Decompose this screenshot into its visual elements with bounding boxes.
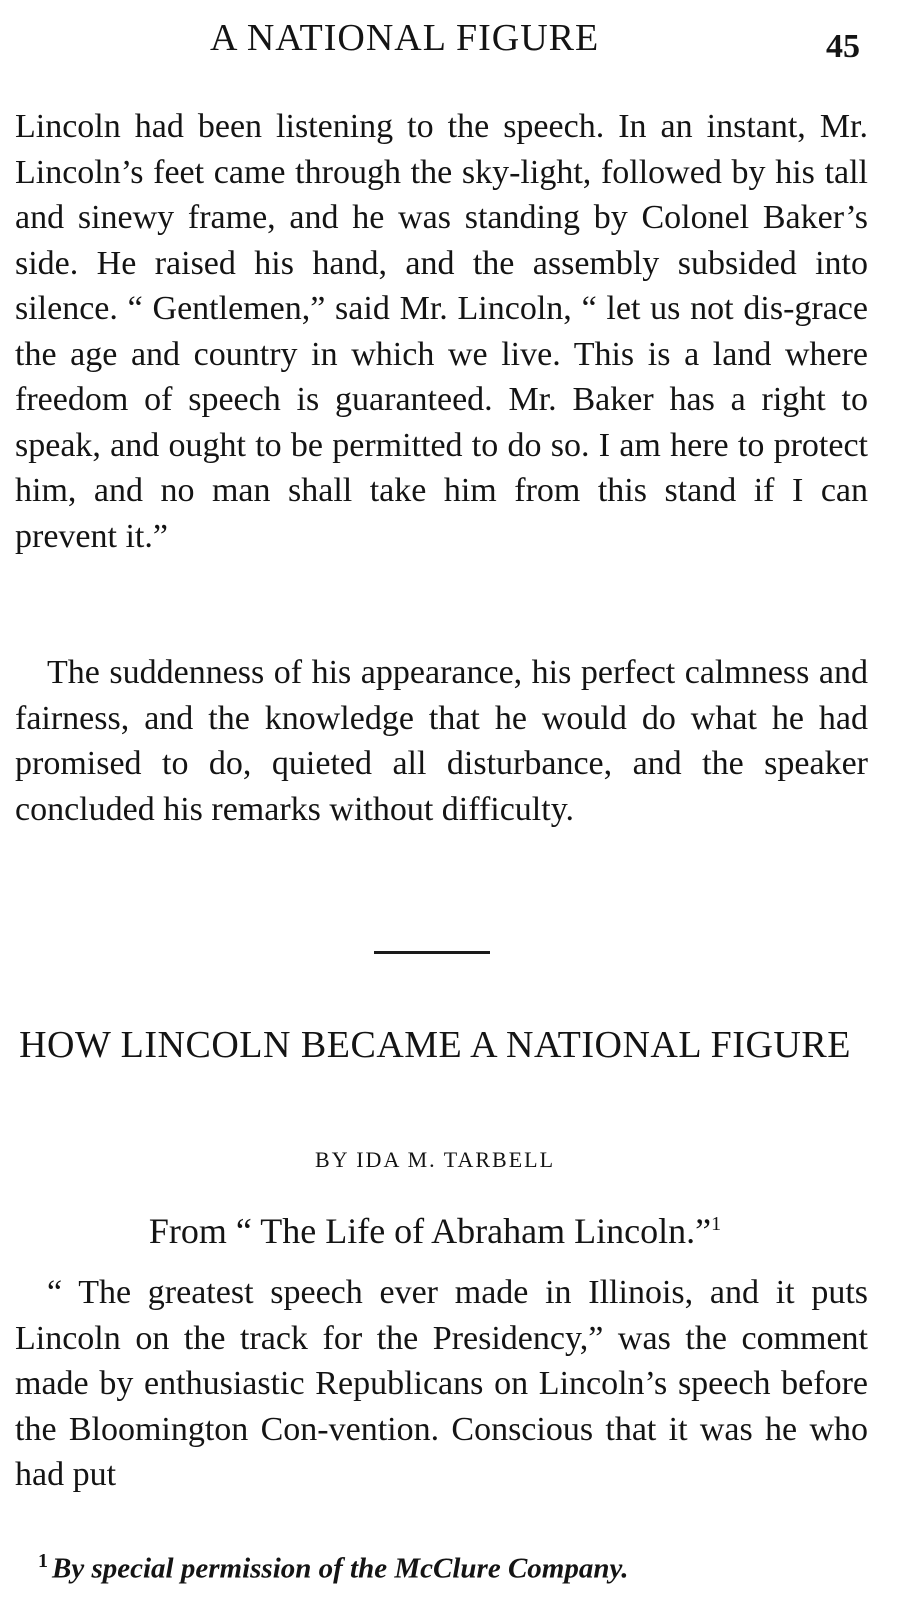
section-divider	[374, 951, 490, 954]
author-byline: BY IDA M. TARBELL	[314, 1147, 556, 1172]
source-footnote-marker: 1	[711, 1213, 722, 1235]
section-paragraph-1: “ The greatest speech ever made in Illinois, and it puts Lincoln on the track for the Presidency,” was the comment made by enthusiastic Republicans on Lincoln’s speech before the Bloomington Con-vention. Conscious that it was he who had put	[15, 1274, 868, 1493]
footnote	[38, 1550, 629, 1586]
page-number: 45	[826, 28, 860, 65]
body-paragraph-1: Lincoln had been listening to the speech. In an instant, Mr. Lincoln’s feet came through the sky-light, followed by his tall and sinewy frame, and he was standing by Colonel Baker’s side. He raised his hand, and the assembly subsided into silence. “ Gentlemen,” said Mr. Lincoln, “ let us not dis-grace the age and country in which we live. This is a land where freedom of speech is guaranteed. Mr. Baker has a right to speak, and ought to be permitted to do so. I am here to protect him, and no man shall take him from this stand if I can prevent it.”	[15, 108, 868, 555]
footnote-marker: 1	[38, 1550, 48, 1572]
footnote-text: By special permission of the McClure Company.	[52, 1552, 629, 1585]
running-title: A NATIONAL FIGURE	[210, 17, 600, 59]
source-text: From “ The Life of Abraham Lincoln.”	[148, 1211, 712, 1251]
body-paragraph-2: The suddenness of his appearance, his perfect calmness and fairness, and the knowledge that he would do what he had promised to do, quieted all disturbance, and the speaker concluded his remarks without difficulty.	[15, 654, 868, 828]
source-citation	[0, 1201, 870, 1254]
page-header	[0, 12, 900, 65]
section-title: HOW LINCOLN BECAME A NATIONAL FIGURE	[19, 1024, 851, 1066]
